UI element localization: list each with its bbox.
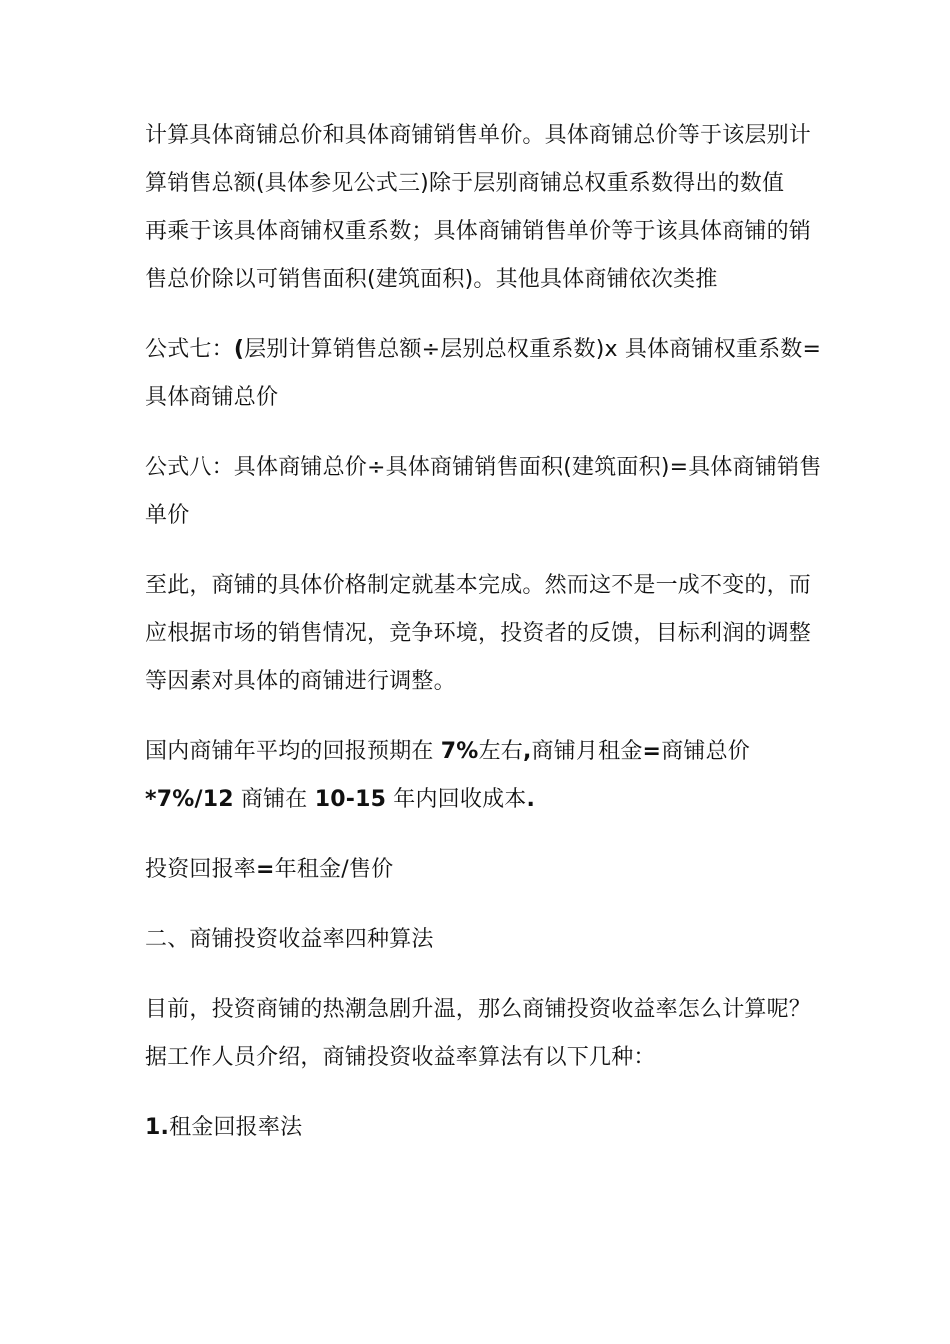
text-line: 据工作人员介绍，商铺投资收益率算法有以下几种： bbox=[145, 1045, 656, 1070]
text-line bbox=[145, 846, 815, 894]
text-span: 商铺月租金 bbox=[531, 739, 643, 764]
text-span: 商铺总价 bbox=[661, 739, 750, 764]
paragraph-roi-formula bbox=[145, 846, 815, 894]
paragraph-adjustment bbox=[145, 562, 815, 706]
subsection-heading bbox=[145, 1104, 815, 1152]
text-span: 租金回报率法 bbox=[169, 1115, 303, 1140]
text-line: 公式八：具体商铺总价÷具体商铺销售面积(建筑面积)=具体商铺销售 bbox=[145, 455, 822, 480]
paragraph-price-calculation bbox=[145, 112, 815, 304]
text-line: 算销售总额(具体参见公式三)除于层别商铺总权重系数得出的数值 bbox=[145, 171, 785, 196]
text-line: 目前，投资商铺的热潮急剧升温，那么商铺投资收益率怎么计算呢？ bbox=[145, 997, 812, 1022]
text-line: 计算具体商铺总价和具体商铺销售单价。具体商铺总价等于该层别计 bbox=[145, 123, 812, 148]
section-heading bbox=[145, 916, 815, 964]
text-span: 左右 bbox=[478, 739, 523, 764]
formula-body: 层别计算销售总额÷层别总权重系数)x 具体商铺权重系数= bbox=[244, 337, 822, 362]
text-line: 等因素对具体的商铺进行调整。 bbox=[145, 669, 456, 694]
bold-period: . bbox=[526, 787, 536, 812]
text-span: 年租金/售价 bbox=[274, 857, 394, 882]
text-line: 具体商铺总价 bbox=[145, 385, 279, 410]
text-line: 二、商铺投资收益率四种算法 bbox=[145, 927, 434, 952]
bold-equals: = bbox=[256, 857, 275, 882]
paragraph-return-expectation bbox=[145, 728, 815, 824]
text-line bbox=[145, 326, 822, 374]
text-span: 国内商铺年平均的回报预期在 bbox=[145, 739, 441, 764]
paragraph-intro bbox=[145, 986, 815, 1082]
text-line: 至此，商铺的具体价格制定就基本完成。然而这不是一成不变的，而 bbox=[145, 573, 812, 598]
text-line bbox=[145, 728, 815, 776]
bold-equals: = bbox=[642, 739, 662, 764]
text-line bbox=[145, 776, 815, 824]
paragraph-formula-eight bbox=[145, 444, 822, 540]
bold-paren: ( bbox=[233, 337, 245, 362]
text-line: 单价 bbox=[145, 503, 190, 528]
bold-comma: , bbox=[522, 739, 532, 764]
text-span: 投资回报率 bbox=[145, 857, 257, 882]
text-line: 应根据市场的销售情况，竞争环境，投资者的反馈，目标利润的调整 bbox=[145, 621, 812, 646]
bold-formula: *7%/12 bbox=[145, 787, 234, 812]
text-line: 再乘于该具体商铺权重系数；具体商铺销售单价等于该具体商铺的销 bbox=[145, 219, 812, 244]
text-line bbox=[145, 1104, 815, 1152]
document-page bbox=[145, 112, 822, 1152]
text-span: 商铺在 bbox=[233, 787, 315, 812]
formula-label: 公式七： bbox=[145, 337, 234, 362]
paragraph-formula-seven bbox=[145, 326, 822, 422]
text-span: 年内回收成本 bbox=[386, 787, 527, 812]
bold-number: 1. bbox=[145, 1115, 170, 1140]
bold-years: 10-15 bbox=[314, 787, 387, 812]
bold-percent: 7% bbox=[440, 739, 479, 764]
text-line: 售总价除以可销售面积(建筑面积)。其他具体商铺依次类推 bbox=[145, 267, 718, 292]
